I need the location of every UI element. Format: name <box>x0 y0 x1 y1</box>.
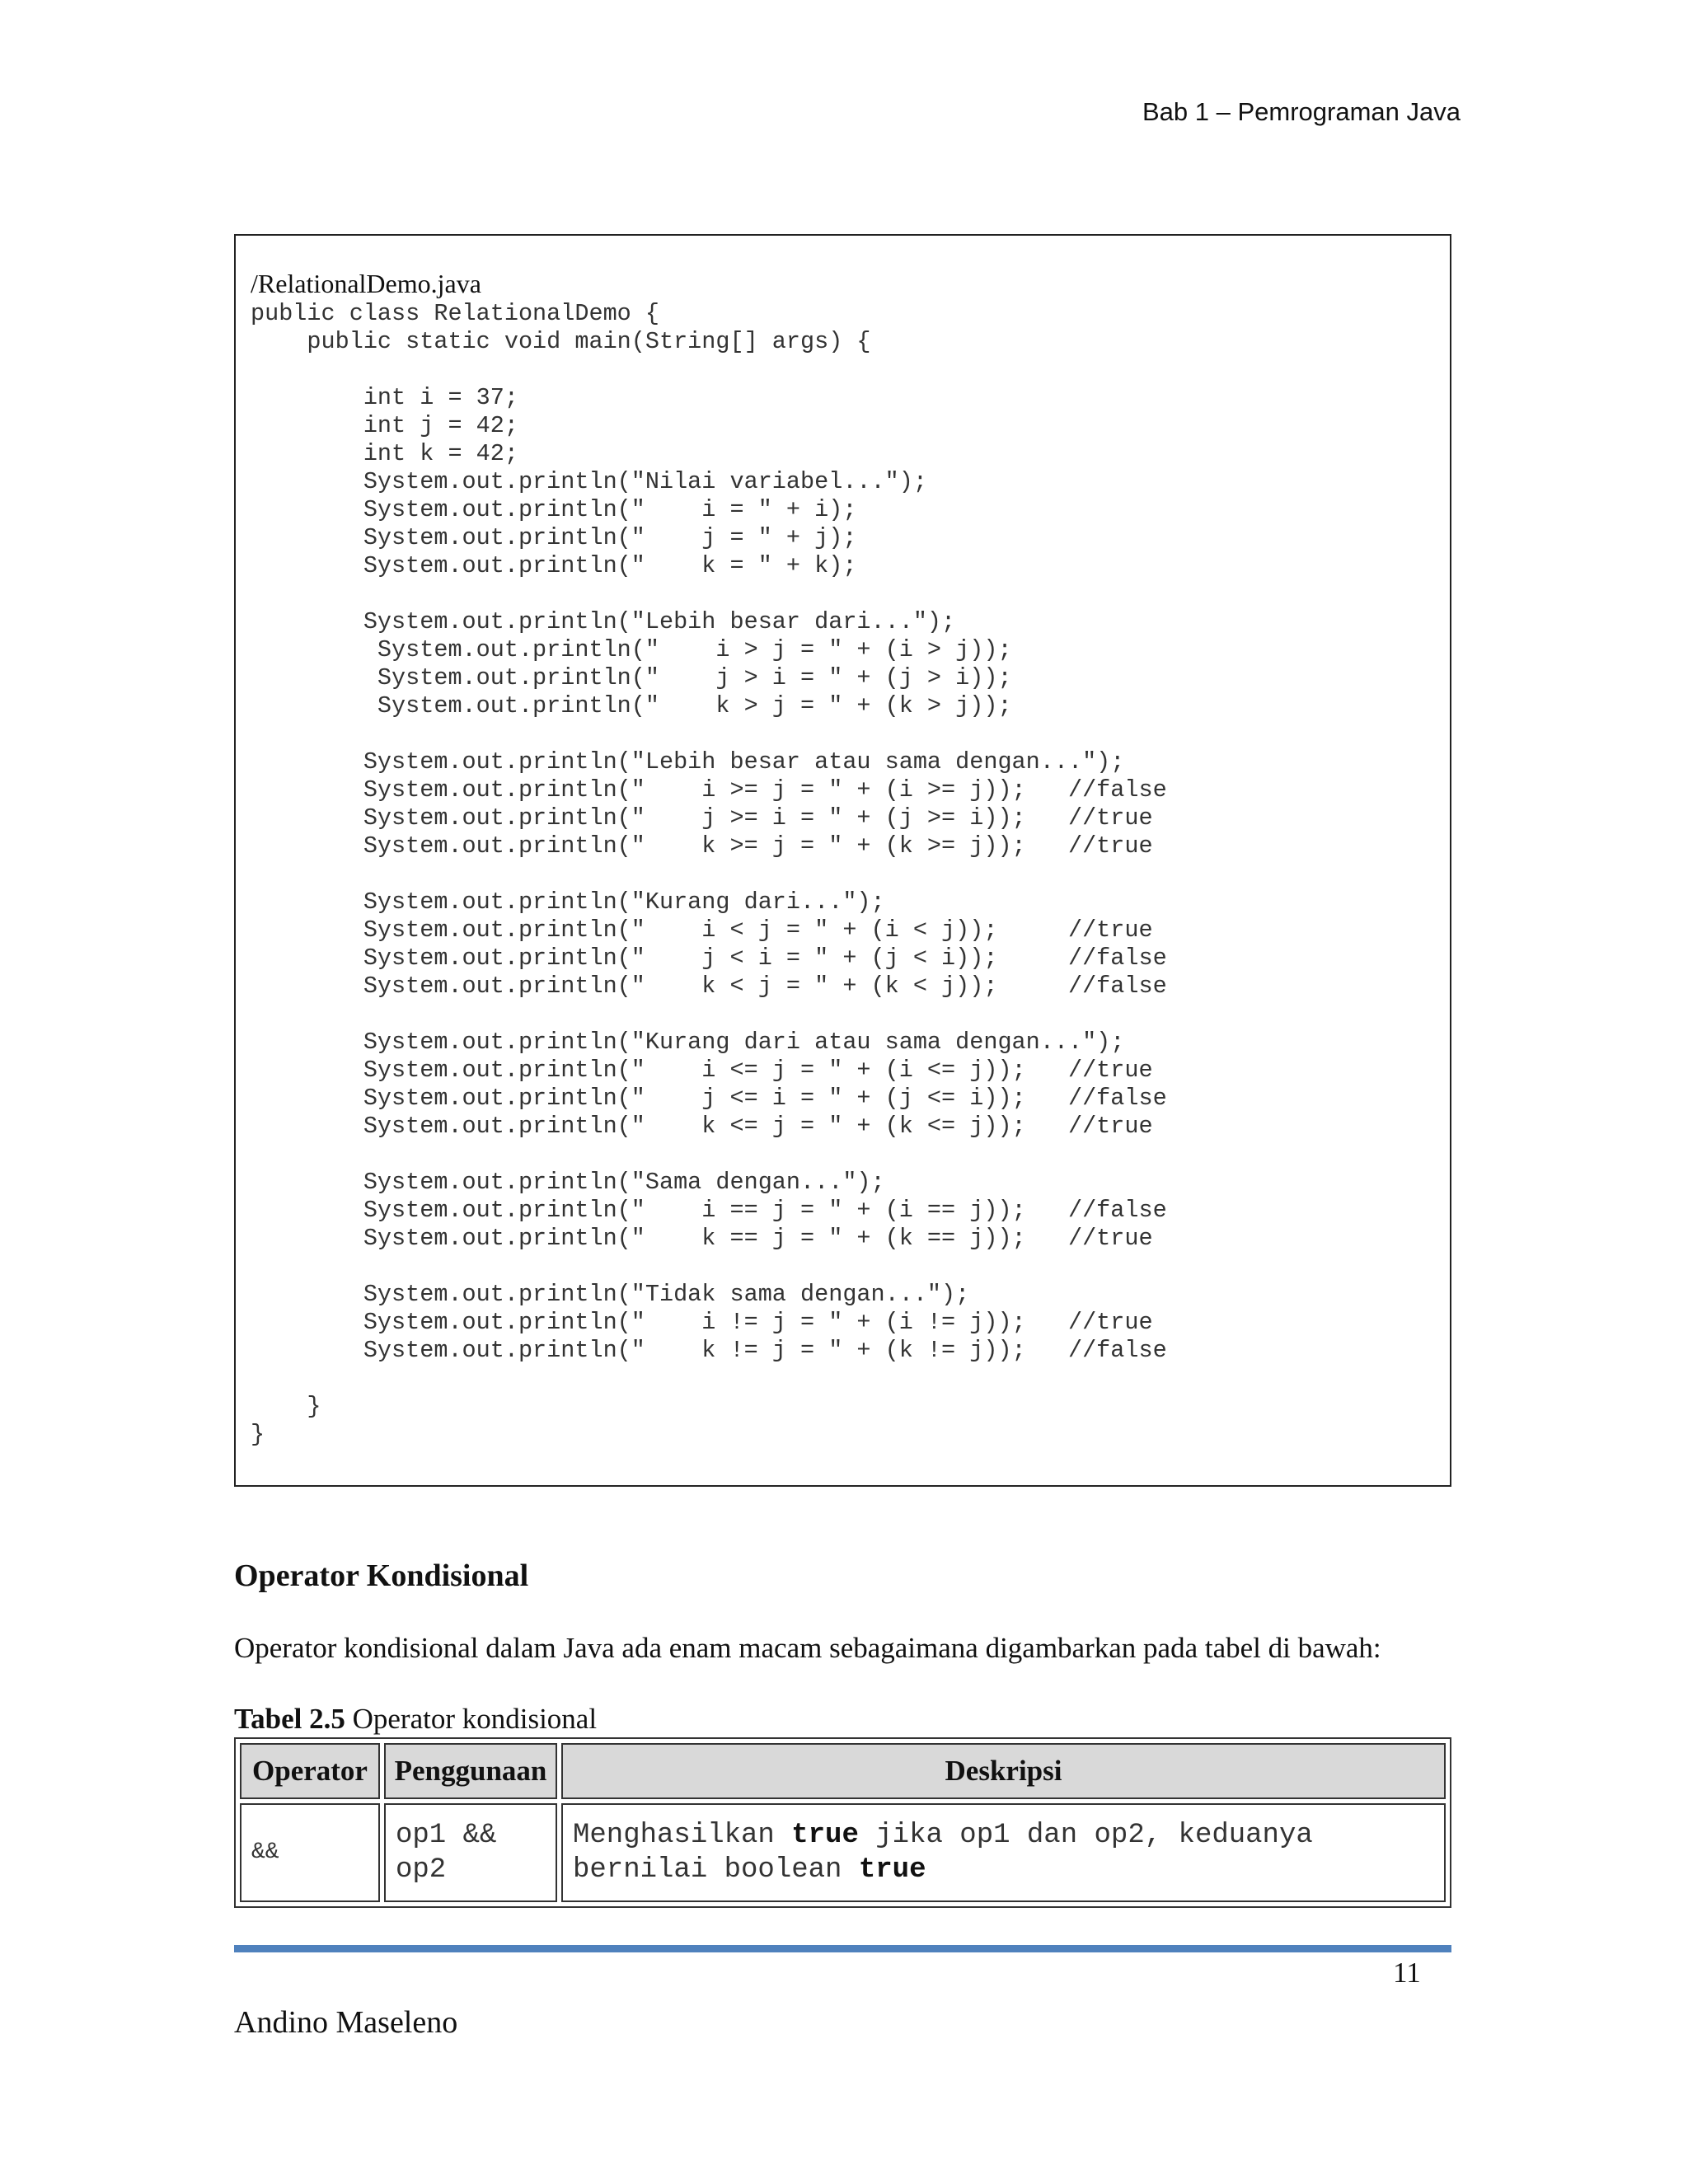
chapter-header: Bab 1 – Pemrograman Java <box>1142 97 1461 126</box>
table-caption-label: Tabel 2.5 <box>234 1703 345 1735</box>
table-row <box>240 1803 1446 1902</box>
code-listing: public class RelationalDemo { public static void main(String[] args) { int i = 37; int j = 42; int k = 42; System.out.println("Nilai variabel..."); System.out.println(" i = " + i); System.out.println(" j = " + j); System.out.println(" k = " + k); System.out.println("Lebih besar dari..."); System.out.println(" i > j = " + (i > j)); System.out.println(" j > i = " + (j > i)); System.out.println(" k > j = " + (k > j)); System.out.println("Lebih besar atau sama dengan..."); System.out.println(" i >= j = " + (i >= j)); //false System.out.println(" j >= i = " + (j >= i)); //true System.out.println(" k >= j = " + (k >= j)); //true System.out.println("Kurang dari..."); System.out.println(" i < j = " + (i < j)); //true System.out.println(" j < i = " + (j < i)); //false System.out.println(" k < j = " + (k < j)); //false System.out.println("Kurang dari atau sama dengan..."); System.out.println(" i <= j = " + (i <= j)); //true System.out.println(" j <= i = " + (j <= i)); //false System.out.println(" k <= j = " + (k <= j)); //true System.out.println("Sama dengan..."); System.out.println(" i == j = " + (i == j)); //false System.out.println(" k == j = " + (k == j)); //true System.out.println("Tidak sama dengan..."); System.out.println(" i != j = " + (i != j)); //true System.out.println(" k != j = " + (k != j)); //false } } <box>251 300 1167 1448</box>
header-penggunaan: Penggunaan <box>384 1743 557 1799</box>
author-name: Andino Maseleno <box>234 2005 458 2040</box>
cell-description <box>561 1803 1446 1902</box>
header-deskripsi: Deskripsi <box>561 1743 1446 1799</box>
header-operator: Operator <box>240 1743 380 1799</box>
code-listing-box <box>234 234 1451 1487</box>
desc-text: Menghasilkan <box>573 1820 792 1851</box>
table-caption <box>234 1703 597 1736</box>
table-caption-text: Operator kondisional <box>345 1703 598 1735</box>
section-heading: Operator Kondisional <box>234 1558 529 1593</box>
desc-keyword-true: true <box>791 1820 859 1851</box>
section-intro-paragraph: Operator kondisional dalam Java ada enam macam sebagaimana digambarkan pada tabel di bawah: <box>234 1632 1381 1664</box>
footer-rule <box>234 1945 1451 1952</box>
page-number: 11 <box>1393 1957 1421 1989</box>
cell-operator: && <box>240 1803 380 1902</box>
code-filename: /RelationalDemo.java <box>251 269 481 298</box>
table-header-row <box>240 1743 1446 1799</box>
cell-usage: op1 && op2 <box>384 1803 557 1902</box>
desc-text: jika op1 dan op2, keduanya bernilai boolean <box>573 1820 1313 1886</box>
conditional-operator-table <box>234 1737 1451 1908</box>
desc-keyword-true: true <box>858 1854 926 1886</box>
